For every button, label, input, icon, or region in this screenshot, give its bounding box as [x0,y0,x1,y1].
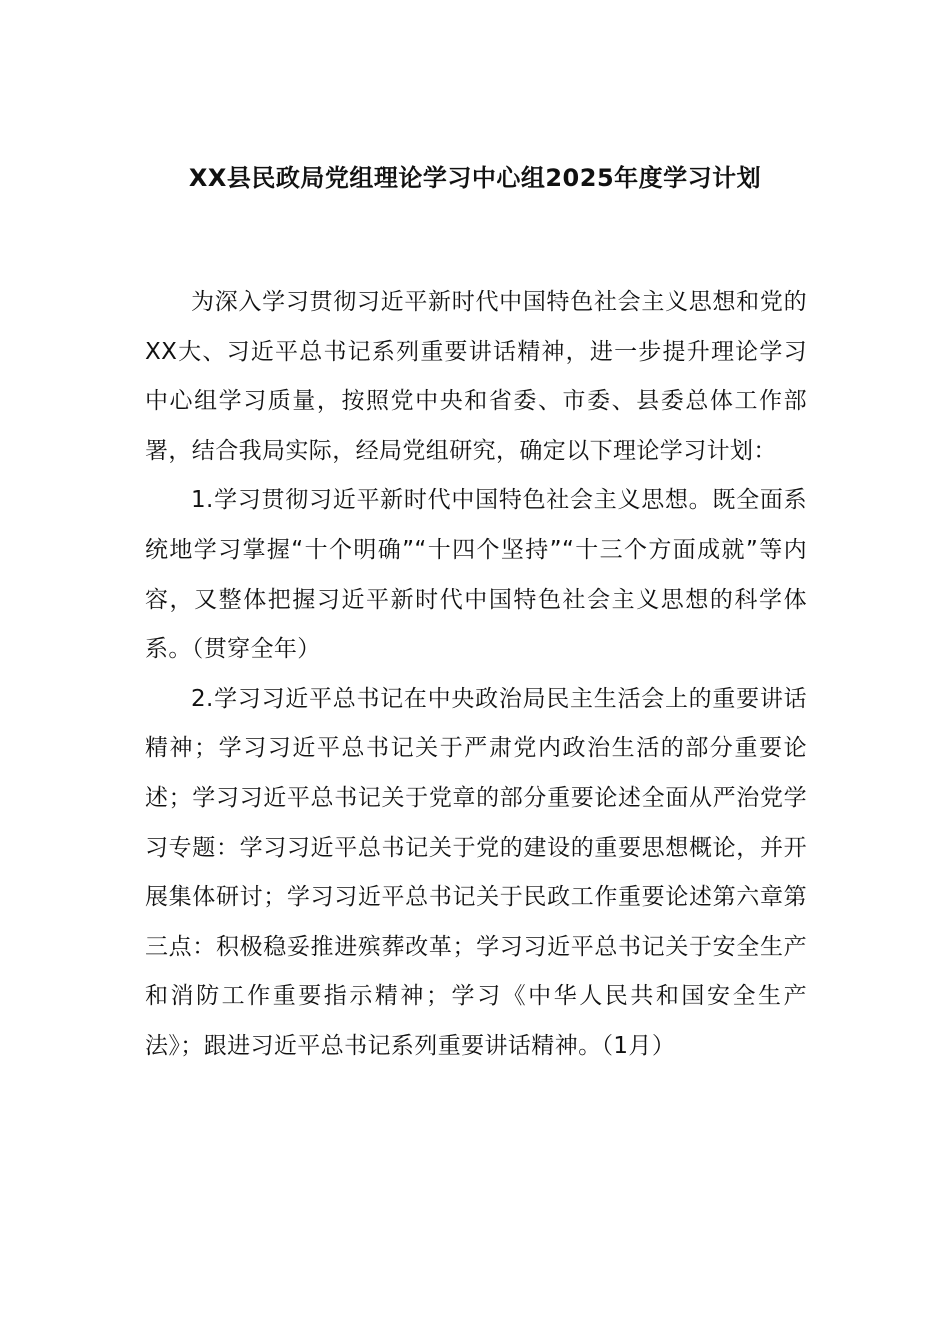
paragraph-intro: 为深入学习贯彻习近平新时代中国特色社会主义思想和党的XX大、习近平总书记系列重要讲话精神，进一步提升理论学习中心组学习质量，按照党中央和省委、市委、县委总体工作部署，结合我局实际，经局党组研究，确定以下理论学习计划： [145,289,807,464]
document-body [145,278,807,1072]
paragraph-item-1: 1.学习贯彻习近平新时代中国特色社会主义思想。既全面系统地学习掌握“十个明确”“十四个坚持”“十三个方面成就”等内容，又整体把握习近平新时代中国特色社会主义思想的科学体系。（贯穿全年） [145,487,807,663]
paragraph-item-2: 2.学习习近平总书记在中央政治局民主生活会上的重要讲话精神；学习习近平总书记关于严肃党内政治生活的部分重要论述；学习习近平总书记关于党章的部分重要论述全面从严治党学习专题：学习习近平总书记关于党的建设的重要思想概论，并开展集体研讨；学习习近平总书记关于民政工作重要论述第六章第三点：积极稳妥推进殡葬改革；学习习近平总书记关于安全生产和消防工作重要指示精神；学习《中华人民共和国安全生产法》；跟进习近平总书记系列重要讲话精神。（1月） [145,685,807,1059]
document-title: XX县民政局党组理论学习中心组2025年度学习计划 [188,164,762,192]
